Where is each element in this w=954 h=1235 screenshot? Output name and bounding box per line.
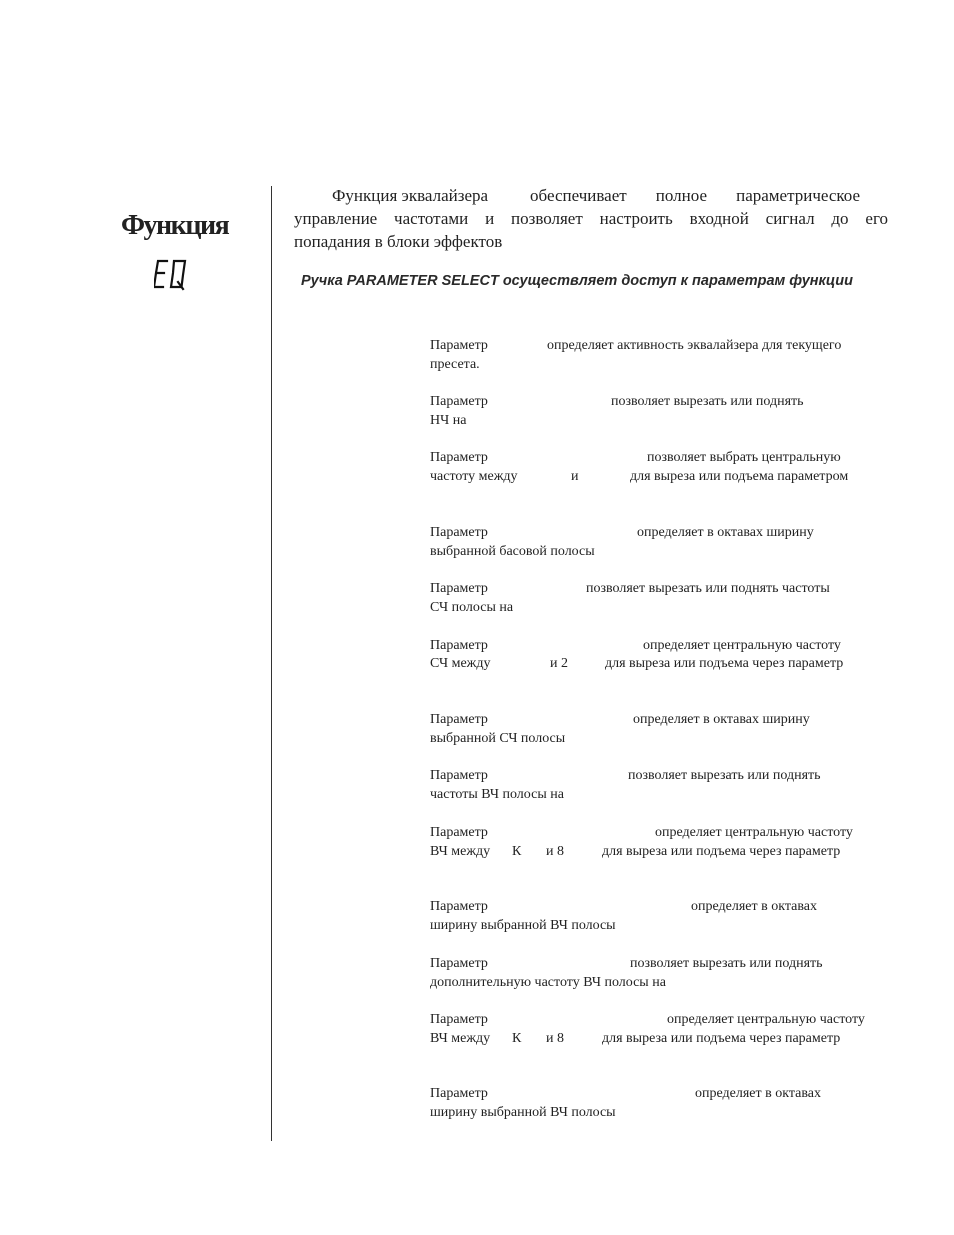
param-text: позволяет вырезать или поднять <box>628 768 821 783</box>
param-text: позволяет вырезать или поднять <box>630 956 823 971</box>
param-label: Параметр <box>430 956 488 971</box>
intro-text: Функция эквалайзера <box>332 186 489 205</box>
param-text: определяет центральную частоту <box>643 638 841 653</box>
param-label: Параметр <box>430 1086 488 1101</box>
function-title: Функция <box>121 210 229 241</box>
param-label: Параметр <box>430 712 488 727</box>
eq-display-icon <box>154 258 190 292</box>
param-text: и 8 <box>546 844 564 859</box>
intro-line-1 <box>294 184 888 207</box>
param-label: Параметр <box>430 450 488 465</box>
param-text: определяет центральную частоту <box>667 1012 865 1027</box>
sidebar-divider <box>271 186 272 1141</box>
param-text: и 2 <box>550 656 568 671</box>
intro-line-2: управление частотами и позволяет настроить входной сигнал до его <box>294 209 888 228</box>
param-label: Параметр <box>430 899 488 914</box>
param-text: выбранной басовой полосы <box>430 544 595 559</box>
param-text: для выреза или подъема через параметр <box>605 656 844 671</box>
param-label: Параметр <box>430 338 488 353</box>
param-text: выбранной СЧ полосы <box>430 731 566 746</box>
param-text: СЧ между <box>430 656 491 671</box>
param-label: Параметр <box>430 525 488 540</box>
param-label: Параметр <box>430 581 488 596</box>
param-text: частоты ВЧ полосы на <box>430 787 564 802</box>
param-text: дополнительную частоту ВЧ полосы на <box>430 975 666 990</box>
param-text: и 8 <box>546 1031 564 1046</box>
param-text: позволяет вырезать или поднять частоты <box>586 581 830 596</box>
knob-note: Ручка PARAMETER SELECT осуществляет доступ к параметрам функции <box>301 273 853 289</box>
param-text: позволяет вырезать или поднять <box>611 394 804 409</box>
param-text: СЧ полосы на <box>430 600 514 615</box>
param-label: Параметр <box>430 768 488 783</box>
param-text: определяет в октавах ширину <box>633 712 810 727</box>
param-text: ВЧ между <box>430 844 491 859</box>
param-text: К <box>512 1031 522 1046</box>
param-text: определяет активность эквалайзера для текущего <box>547 338 842 353</box>
param-text: для выреза или подъема через параметр <box>602 844 841 859</box>
param-text: позволяет выбрать центральную <box>647 450 841 465</box>
param-text: ВЧ между <box>430 1031 491 1046</box>
param-text: частоту между <box>430 469 518 484</box>
param-label: Параметр <box>430 825 488 840</box>
param-text: НЧ на <box>430 413 467 428</box>
intro-text: обеспечивает полное параметрическое <box>530 186 861 205</box>
param-label: Параметр <box>430 1012 488 1027</box>
param-text: К <box>512 844 522 859</box>
param-label: Параметр <box>430 394 488 409</box>
param-label: Параметр <box>430 638 488 653</box>
param-text: определяет в октавах ширину <box>637 525 814 540</box>
param-text: ширину выбранной ВЧ полосы <box>430 1105 616 1120</box>
param-text: определяет в октавах <box>691 899 817 914</box>
param-text: и <box>571 469 579 484</box>
param-text: определяет в октавах <box>695 1086 821 1101</box>
param-text: для выреза или подъема через параметр <box>602 1031 841 1046</box>
param-text: ширину выбранной ВЧ полосы <box>430 918 616 933</box>
param-text: определяет центральную частоту <box>655 825 853 840</box>
param-text: пресета. <box>430 357 480 372</box>
intro-line-3: попадания в блоки эффектов <box>294 232 503 251</box>
param-text: для выреза или подъема параметром <box>630 469 849 484</box>
